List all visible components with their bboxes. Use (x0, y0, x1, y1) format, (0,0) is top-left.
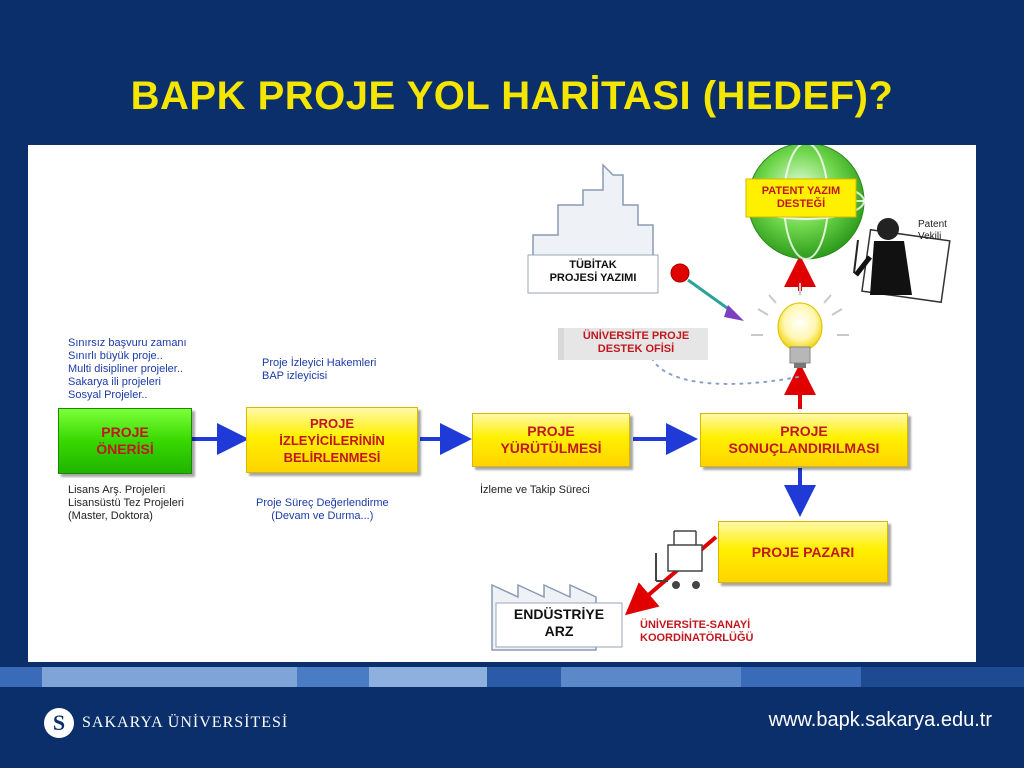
box-line: PROJE (101, 424, 149, 440)
diagram-graphics (28, 145, 976, 662)
tubitak-label (528, 259, 658, 285)
footer-stripe (741, 667, 861, 687)
coordination-line: KOORDİNATÖRLÜĞÜ (640, 632, 754, 644)
target-dart-icon (671, 264, 744, 321)
slide-title: BAPK PROJE YOL HARİTASI (HEDEF)? (130, 74, 894, 118)
industry-line: ARZ (544, 623, 574, 639)
attorney-line: Patent (918, 219, 947, 230)
dotted-path (653, 360, 798, 384)
industry-label (496, 606, 622, 640)
box-line: BELİRLENMESİ (283, 449, 381, 465)
university-seal-icon: S (44, 708, 74, 738)
patent-label (746, 185, 856, 211)
note-line: Sınırlı büyük proje.. (68, 350, 163, 362)
monitors-notes-bottom (256, 497, 389, 523)
office-label (558, 328, 708, 360)
tubitak-line: PROJESİ YAZIMI (549, 272, 637, 284)
box-line: PROJE (527, 423, 575, 439)
box-line: ÖNERİSİ (96, 441, 154, 457)
attorney-line: Vekili (918, 231, 942, 242)
office-line: ÜNİVERSİTE PROJE (582, 330, 690, 342)
footer-stripe (487, 667, 561, 687)
proposal-notes-top (68, 337, 187, 402)
note-line: Sakarya ili projeleri (68, 376, 161, 388)
monitors-box (246, 407, 418, 473)
proposal-box (58, 408, 192, 474)
note-line: Multi disipliner projeler.. (68, 363, 183, 375)
coordination-line: ÜNİVERSİTE-SANAYİ (640, 619, 751, 631)
footer-stripe (42, 667, 297, 687)
coordination-label (640, 619, 753, 645)
box-line: SONUÇLANDIRILMASI (728, 440, 880, 456)
note-line: (Master, Doktora) (68, 510, 153, 522)
lightbulb-icon (751, 283, 849, 368)
university-name: SAKARYA ÜNİVERSİTESİ (82, 714, 289, 731)
note-line: Lisans Arş. Projeleri (68, 484, 166, 496)
note-line: BAP izleyicisi (262, 370, 328, 382)
diagram-panel (28, 145, 976, 662)
box-line: YÜRÜTÜLMESİ (500, 440, 602, 456)
patent-line: DESTEĞİ (776, 198, 826, 210)
note-line: (Devam ve Durma...) (271, 510, 374, 522)
note-line: Proje Süreç Değerlendirme (256, 497, 389, 509)
industry-line: ENDÜSTRİYE (513, 606, 605, 622)
footer-stripe (297, 667, 369, 687)
execution-note: İzleme ve Takip Süreci (480, 484, 590, 496)
note-line: Sınırsız başvuru zamanı (68, 337, 187, 349)
box-line: PROJE (780, 423, 828, 439)
execution-box (472, 413, 630, 467)
footer-stripe (561, 667, 741, 687)
office-line: DESTEK OFİSİ (597, 343, 675, 355)
note-line: Sosyal Projeler.. (68, 389, 148, 401)
footer-stripe (861, 667, 1024, 687)
university-logo (44, 708, 288, 738)
proposal-notes-bottom (68, 484, 184, 523)
market-box: PROJE PAZARI (718, 521, 888, 583)
box-line: İZLEYİCİLERİNİN (279, 432, 385, 448)
patent-line: PATENT YAZIM (761, 185, 841, 197)
box-line: PROJE (309, 415, 355, 431)
footer-url[interactable]: www.bapk.sakarya.edu.tr (768, 709, 992, 731)
forklift-icon (656, 531, 702, 589)
note-line: Lisansüstü Tez Projeleri (68, 497, 184, 509)
note-line: Proje İzleyici Hakemleri (262, 357, 377, 369)
conclusion-box (700, 413, 908, 467)
monitors-notes-top (262, 357, 376, 383)
patent-attorney-label (918, 219, 947, 243)
footer-stripe (369, 667, 487, 687)
footer-stripe (0, 667, 42, 687)
tubitak-line: TÜBİTAK (569, 259, 617, 271)
